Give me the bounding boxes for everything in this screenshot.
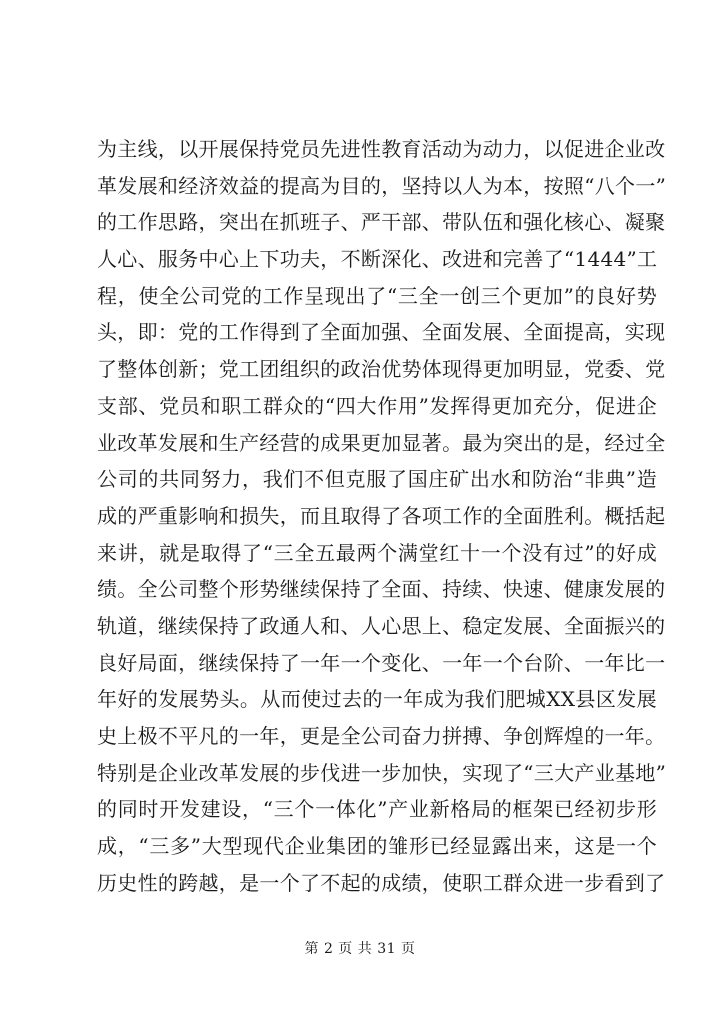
text-line: 程，使全公司党的工作呈现出了“三全一创三个更加”的良好势 [97,283,657,308]
text-line: 了整体创新；党工团组织的政治优势体现得更加明显，党委、党 [97,357,666,382]
text-line: 革发展和经济效益的提高为目的，坚持以人为本，按照“八个一” [97,173,667,198]
text-line: 史上极不平凡的一年，更是全公司奋力拼搏、争创辉煌的一年。 [97,724,666,748]
text-line: 为主线，以开展保持党员先进性教育活动为动力，以促进企业改 [97,137,666,161]
text-line: 公司的共同努力，我们不但克服了国庄矿出水和防治“非典”造 [97,467,657,492]
body-text [97,131,667,901]
text-line: 良好局面，继续保持了一年一个变化、一年一个台阶、一年比一 [97,650,666,675]
text-line: 绩。全公司整个形势继续保持了全面、持续、快速、健康发展的 [97,577,666,602]
text-line: 轨道，继续保持了政通人和、人心思上、稳定发展、全面振兴的 [97,613,666,638]
text-line: 业改革发展和生产经营的成果更加显著。最为突出的是，经过全 [97,430,666,455]
text-line: 支部、党员和职工群众的“四大作用”发挥得更加充分，促进企 [97,393,657,418]
text-line: 头，即：党的工作得到了全面加强、全面发展、全面提高，实现 [97,320,666,345]
text-line: 成，“三多”大型现代企业集团的雏形已经显露出来，这是一个 [97,834,657,859]
text-line: 的同时开发建设，“三个一体化”产业新格局的框架已经初步形 [97,797,657,822]
text-line: 成的严重影响和损失，而且取得了各项工作的全面胜利。概括起 [97,503,666,528]
page-number-footer: 第 2 页 共 31 页 [304,941,416,957]
text-line: 的工作思路，突出在抓班子、严干部、带队伍和强化核心、凝聚 [97,210,666,235]
text-line: 历史性的跨越，是一个了不起的成绩，使职工群众进一步看到了 [97,870,666,895]
text-line: 年好的发展势头。从而使过去的一年成为我们肥城XX县区发展 [97,687,657,712]
text-line: 来讲，就是取得了“三全五最两个满堂红十一个没有过”的好成 [97,540,657,565]
text-line: 特别是企业改革发展的步伐进一步加快，实现了“三大产业基地” [97,760,667,785]
text-line: 人心、服务中心上下功夫，不断深化、改进和完善了“1444”工 [97,247,658,272]
